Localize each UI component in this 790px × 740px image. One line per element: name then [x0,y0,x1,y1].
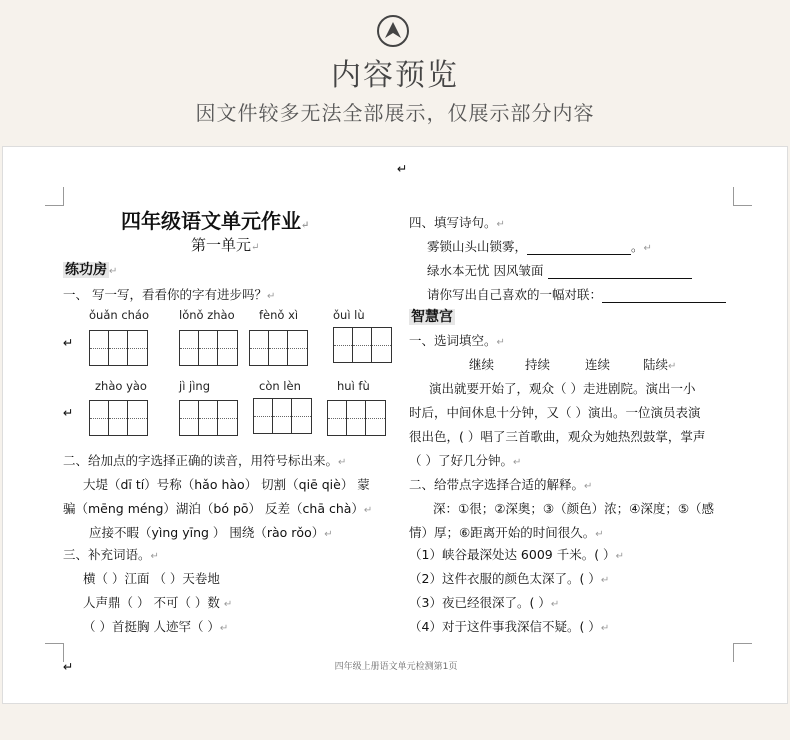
question-1: 一、 写一写，看看你的字有进步吗？↵ [63,287,276,302]
word-option-1: 继续 [469,357,495,372]
pinyin-1-4: ǒuì lù [333,308,365,322]
pinyin-1-1: ǒuǎn cháo [89,308,150,322]
word-option-3: 连续 [585,357,611,372]
passage-line-1: 演出就要开始了，观众（ ）走进剧院。演出一小 [429,381,696,396]
answer-blank[interactable] [527,242,631,255]
passage-line-3: 很出色，( ）唱了三首歌曲，观众为她热烈鼓掌，掌声 [409,429,706,444]
item-4: （4）对于这件事我深信不疑。( ）↵ [409,619,610,634]
paragraph-mark-icon: ↵ [63,659,74,674]
crop-mark-top-right [733,187,752,206]
question-3: 三、补充词语。↵ [63,547,159,562]
document-page [2,146,788,704]
writing-grid-1-2[interactable] [179,330,238,366]
pinyin-2-4: huì fù [337,379,370,393]
section-lianggongfang: 练功房 ↵ [65,262,118,278]
poem-line-1: 雾锁山头山锁雾， 。↵ [427,239,652,254]
writing-grid-1-4[interactable] [333,327,392,363]
up-arrow-circle-icon [376,14,410,48]
passage-line-2: 时后，中间休息十分钟，又（ ）演出。一位演员表演 [409,405,701,420]
question-2: 二、给加点的字选择正确的读音，用符号标出来。↵ [63,453,347,468]
pinyin-1-3: fènǒ xì [259,308,299,322]
document-title: 四年级语文单元作业↵ [121,209,310,233]
paragraph-mark-icon: ↵ [397,161,408,176]
answer-blank[interactable] [548,266,692,279]
pinyin-2-3: còn lèn [259,379,301,393]
answer-blank[interactable] [602,290,726,303]
writing-grid-2-4[interactable] [327,400,386,436]
writing-grid-2-3[interactable] [253,398,312,434]
paragraph-mark-icon: ↵ [63,405,74,420]
crop-mark-top-left [45,187,64,206]
pinyin-2-2: jì jìng [179,379,211,393]
section-1-question: 一、选词填空。↵ [409,333,505,348]
writing-grid-2-2[interactable] [179,400,238,436]
preview-subtitle: 因文件较多无法全部展示，仅展示部分内容 [195,101,595,125]
unit-title: 第一单元↵ [191,236,260,254]
couplet-line: 请你写出自己喜欢的一幅对联： [427,285,726,303]
writing-grid-1-1[interactable] [89,330,148,366]
definition-line-2: 情）厚；⑥距离开始的时间很久。↵ [409,525,604,540]
paragraph-mark-icon: ↵ [63,335,74,350]
page-footer: 四年级上册语文单元检测第1页 [334,662,458,672]
word-option-2: 持续 [525,357,551,372]
preview-header [0,0,790,146]
question-3-line-3: （ ）首挺胸 人迹罕（ ）↵ [83,619,229,634]
section-2-question: 二、给带点字选择合适的解释。↵ [409,477,593,492]
writing-grid-2-1[interactable] [89,400,148,436]
passage-line-4: （ ）了好几分钟。↵ [409,453,522,468]
word-option-4: 陆续↵ [643,357,677,372]
question-3-line-1: 横（ ）江面 （ ）天卷地 [83,571,220,586]
definition-line-1: 深：①很；②深奥；③（颜色）浓；④深度；⑤（感 [433,501,715,516]
question-2-line-2: 骗（mēng méng）湖泊（bó pō） 反差（chā chà）↵ [63,501,373,516]
question-2-line-3: 应接不暇（yìng yīng ） 围绕（rào rǒo）↵ [89,525,333,540]
question-3-line-2: 人声鼎（ ） 不可（ ）数 ↵ [83,595,233,610]
item-3: （3）夜已经很深了。( ）↵ [409,595,560,610]
item-1: （1）峡谷最深处达 6009 千米。( ）↵ [409,547,624,562]
writing-grid-1-3[interactable] [249,330,308,366]
poem-line-2: 绿水本无忧 因风皱面 [427,261,692,279]
question-4: 四、填写诗句。↵ [409,215,505,230]
preview-title: 内容预览 [331,58,459,93]
section-zhihuigong: 智慧宫 [411,309,453,325]
pinyin-1-2: lǒnǒ zhào [179,308,235,322]
pinyin-2-1: zhào yào [95,379,147,393]
question-2-line-1: 大堤（dī tí）号称（hǎo hào） 切割（qiē qiè） 蒙 [83,477,370,492]
item-2: （2）这件衣服的颜色太深了。( ）↵ [409,571,610,586]
